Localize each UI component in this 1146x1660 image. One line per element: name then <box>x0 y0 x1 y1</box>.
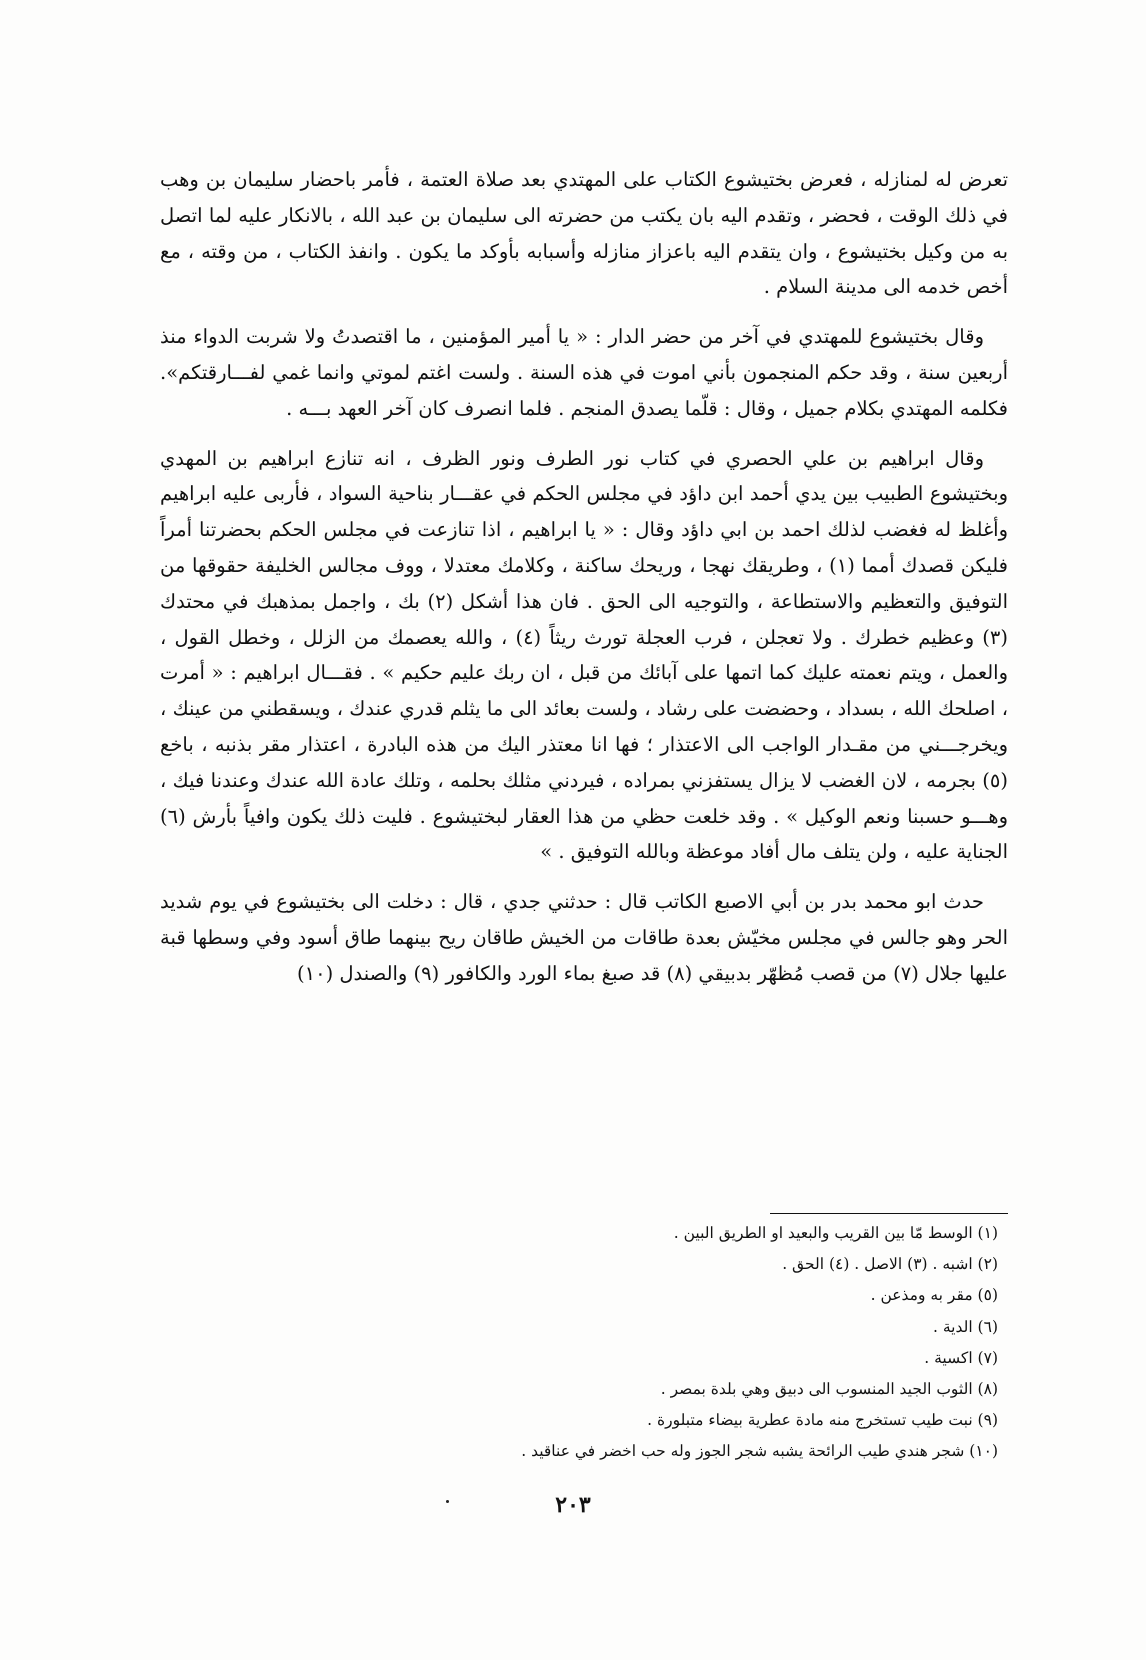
paragraph-3: وقال ابراهيم بن علي الحصري في كتاب نور الطرف ونور الظرف ، انه تنازع ابراهيم بن المهدي وبختيشوع الطبيب بين يدي أحمد ابن داؤد في مجلس الحكم في عقـــار بناحية السواد ، فأربى عليه ابراهيم وأغلظ له فغضب لذلك احمد بن ابي داؤد وقال : « يا ابراهيم ، اذا تنازعت في مجلس الحكم بحضرتنا أمراً فليكن قصدك أمما (١) ، وطريقك نهجا ، وريحك ساكنة ، وكلامك معتدلا ، ووف مجالس الخليفة حقوقها من التوفيق والتعظيم والاستطاعة ، والتوجيه الى الحق . فان هذا أشكل (٢) بك ، واجمل بمذهبك في محتدك (٣) وعظيم خطرك . ولا تعجلن ، فرب العجلة تورث ريثاً (٤) ، والله يعصمك من الزلل ، وخطل القول ، والعمل ، ويتم نعمته عليك كما اتمها على آبائك من قبل ، ان ربك عليم حكيم » . فقـــال ابراهيم : « أمرت ، اصلحك الله ، بسداد ، وحضضت على رشاد ، ولست بعائد الى ما يثلم قدري عندك ، ويسقطني من عينك ، ويخرجـــني من مقـدار الواجب الى الاعتذار ؛ فها انا معتذر اليك من هذه البادرة ، اعتذار مقر بذنبه ، باخع (٥) بجرمه ، لان الغضب لا يزال يستفزني بمراده ، فيردني مثلك بحلمه ، وتلك عادة الله عندك وعندنا فيك ، وهـــو حسبنا ونعم الوكيل » . وقد خلعت حظي من هذا العقار لبختيشوع . فليت ذلك يكون وافياً بأرش (٦) الجناية عليه ، ولن يتلف مال أفاد موعظة وبالله التوفيق . » <box>160 446 1009 864</box>
footnote-5: (٥) مقر به ومذعن . <box>870 1286 998 1305</box>
footnote-9: (٩) نبت طيب تستخرج منه مادة عطرية بيضاء متبلورة . <box>647 1411 998 1430</box>
paragraph-2: وقال بختيشوع للمهتدي في آخر من حضر الدار : « يا أمير المؤمنين ، ما اقتصدتُ ولا شربت الدواء منذ أربعين سنة ، وقد حكم المنجمون بأني اموت في هذه السنة . ولست اغتم لموتي وانما غمي لفـــارقتكم». فكلمه المهتدي بكلام جميل ، وقال : قلّما يصدق المنجم . فلما انصرف كان آخر العهد بـــه . <box>160 325 1008 420</box>
footnote-1: (١) الوسط مّا بين القريب والبعيد او الطريق البين . <box>673 1224 998 1242</box>
footnote-divider <box>770 1213 1008 1214</box>
footnote-7: (٧) اكسية . <box>924 1348 998 1367</box>
paragraph-1: تعرض له لمنازله ، فعرض بختيشوع الكتاب على المهتدي بعد صلاة العتمة ، فأمر باحضار سليمان بن وهب في ذلك الوقت ، فحضر ، وتقدم اليه بان يكتب من حضرته الى سليمان بن عبد الله ، بالانكار عليه لما اتصل به من وكيل بختيشوع ، وان يتقدم اليه باعزاز منازله وأسبابه بأوكد ما يكون . وانفذ الكتاب ، من وقته ، مع أخص خدمه الى مدينة السلام . <box>160 168 1008 299</box>
page-number: ٢٠٣ <box>555 1492 591 1518</box>
print-speck <box>446 1500 449 1503</box>
paragraph-4: حدث ابو محمد بدر بن أبي الاصبع الكاتب قال : حدثني جدي ، قال : دخلت الى بختيشوع في يوم شديد الحر وهو جالس في مجلس مخيّش بعدة طاقات من الخيش طاقان ريح بينهما طاق أسود وفي وسطها قبة عليها جلال (٧) من قصب مُظهّر بدبيقي (٨) قد صبغ بماء الورد والكافور (٩) والصندل (١٠) <box>160 890 1008 985</box>
main-text <box>160 162 1008 1006</box>
footnotes <box>358 1218 998 1468</box>
footnote-8: (٨) الثوب الجيد المنسوب الى دبيق وهي بلدة بمصر . <box>660 1380 998 1399</box>
footnote-6: (٦) الدية . <box>932 1317 998 1336</box>
footnote-10: (١٠) شجر هندي طيب الرائحة يشبه شجر الجوز وله حب اخضر في عناقيد . <box>521 1442 998 1461</box>
footnote-2-4: (٢) اشبه . (٣) الاصل . (٤) الحق . <box>782 1255 998 1274</box>
